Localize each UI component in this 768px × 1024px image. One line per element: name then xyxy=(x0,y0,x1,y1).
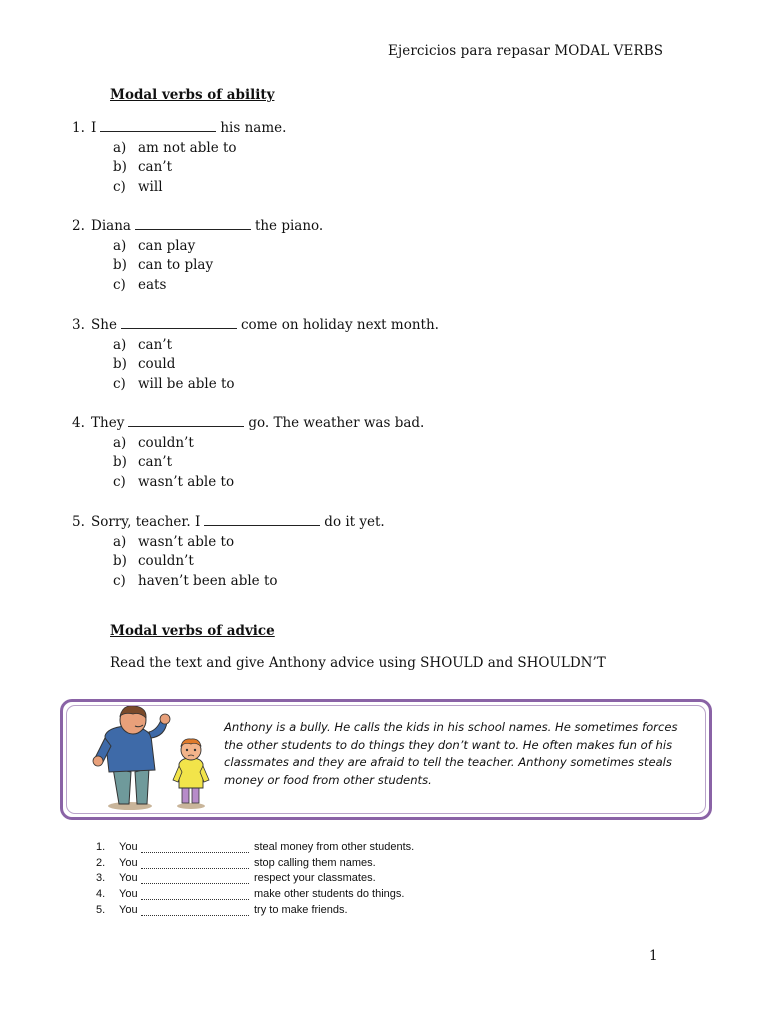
option-text: couldn’t xyxy=(138,553,194,569)
question-stem xyxy=(72,316,439,336)
advice-answer-blank[interactable] xyxy=(141,866,249,869)
question xyxy=(72,513,385,591)
advice-item-number: 5. xyxy=(96,903,106,916)
question-text-before: I xyxy=(91,120,97,136)
question-text-after: the piano. xyxy=(254,218,324,234)
answer-option[interactable] xyxy=(72,473,424,493)
question xyxy=(72,119,286,197)
question-text-before: They xyxy=(91,415,125,431)
option-text: will xyxy=(138,178,163,195)
option-text: can’t xyxy=(138,336,173,353)
option-letter: b) xyxy=(113,356,127,372)
option-text: wasn’t able to xyxy=(138,533,235,550)
option-letter: c) xyxy=(113,178,126,195)
question-number: 3. xyxy=(72,317,85,333)
page-number: 1 xyxy=(649,948,658,964)
answer-option[interactable] xyxy=(72,375,439,395)
advice-item-number: 3. xyxy=(96,872,106,885)
story-box xyxy=(60,699,712,820)
answer-option[interactable] xyxy=(72,178,286,198)
option-text: will be able to xyxy=(138,375,235,392)
question-stem xyxy=(72,217,323,237)
answer-option[interactable] xyxy=(72,572,385,592)
answer-blank[interactable] xyxy=(121,318,237,329)
question-text-before: Sorry, teacher. I xyxy=(91,514,201,530)
option-letter: b) xyxy=(113,553,127,569)
answer-option[interactable] xyxy=(72,139,286,159)
advice-item-number: 4. xyxy=(96,888,106,901)
answer-option[interactable] xyxy=(72,552,385,572)
answer-option[interactable] xyxy=(72,336,439,356)
option-letter: a) xyxy=(113,139,127,156)
bully-figure xyxy=(93,706,170,810)
advice-item-subject: You xyxy=(119,888,138,901)
question-number: 2. xyxy=(72,218,85,234)
question-number: 4. xyxy=(72,415,85,431)
option-letter: b) xyxy=(113,257,127,273)
answer-option[interactable] xyxy=(72,453,424,473)
answer-blank[interactable] xyxy=(204,515,320,526)
answer-option[interactable] xyxy=(72,256,323,276)
option-text: haven’t been able to xyxy=(138,572,278,589)
answer-option[interactable] xyxy=(72,237,323,257)
advice-item-subject: You xyxy=(119,903,138,916)
advice-item-text: steal money from other students. xyxy=(254,841,415,853)
answer-blank[interactable] xyxy=(100,121,216,132)
question xyxy=(72,414,424,492)
question-text-before: She xyxy=(91,317,117,333)
option-letter: a) xyxy=(113,533,127,550)
advice-answer-blank[interactable] xyxy=(141,897,249,900)
option-letter: a) xyxy=(113,237,127,254)
answer-blank[interactable] xyxy=(128,416,244,427)
section-title-ability: Modal verbs of ability xyxy=(110,87,275,103)
question-stem xyxy=(72,513,385,533)
question-number: 5. xyxy=(72,514,85,530)
option-text: wasn’t able to xyxy=(138,473,235,490)
question-stem xyxy=(72,414,424,434)
advice-answer-blank[interactable] xyxy=(141,881,249,884)
option-text: can play xyxy=(138,237,196,254)
advice-item-subject: You xyxy=(119,872,138,885)
advice-item-text: try to make friends. xyxy=(254,903,348,916)
advice-instruction: Read the text and give Anthony advice using SHOULD and SHOULDN’T xyxy=(110,655,606,671)
option-letter: b) xyxy=(113,454,127,470)
question-text-after: his name. xyxy=(220,120,287,136)
answer-option[interactable] xyxy=(72,355,439,375)
option-text: can’t xyxy=(138,454,173,470)
advice-item-number: 2. xyxy=(96,856,106,869)
answer-option[interactable] xyxy=(72,533,385,553)
option-letter: c) xyxy=(113,473,126,490)
option-text: could xyxy=(138,356,176,372)
advice-item-text: stop calling them names. xyxy=(254,856,376,869)
option-letter: c) xyxy=(113,375,126,392)
advice-item-text: respect your classmates. xyxy=(254,872,376,885)
advice-item-subject: You xyxy=(119,856,138,869)
story-text: Anthony is a bully. He calls the kids in his school names. He sometimes forces the other students to do things they don’t want to. He often makes fun of his classmates and they are afraid to tell the teacher. Anthony sometimes steals money or food from other students. xyxy=(224,720,678,787)
advice-item-text: make other students do things. xyxy=(254,888,405,901)
option-text: am not able to xyxy=(138,139,237,156)
answer-option[interactable] xyxy=(72,434,424,454)
question-number: 1. xyxy=(72,120,85,136)
advice-item-subject: You xyxy=(119,841,138,853)
advice-answer-blank[interactable] xyxy=(141,913,249,916)
question-text-before: Diana xyxy=(91,218,131,234)
bully-illustration xyxy=(85,706,235,812)
option-letter: c) xyxy=(113,276,126,293)
victim-figure xyxy=(173,739,209,809)
option-text: can’t xyxy=(138,159,173,175)
question xyxy=(72,316,439,394)
option-letter: a) xyxy=(113,434,127,451)
section-title-advice: Modal verbs of advice xyxy=(110,623,275,639)
answer-option[interactable] xyxy=(72,158,286,178)
advice-answer-blank[interactable] xyxy=(141,850,249,853)
option-text: couldn’t xyxy=(138,434,194,451)
advice-item-number: 1. xyxy=(96,841,106,853)
option-letter: a) xyxy=(113,336,127,353)
answer-option[interactable] xyxy=(72,276,323,296)
option-text: eats xyxy=(138,276,167,293)
question-text-after: go. The weather was bad. xyxy=(248,415,425,431)
question-stem xyxy=(72,119,286,139)
option-text: can to play xyxy=(138,257,214,273)
question-text-after: come on holiday next month. xyxy=(240,317,439,333)
option-letter: c) xyxy=(113,572,126,589)
question-text-after: do it yet. xyxy=(324,514,385,530)
question xyxy=(72,217,323,295)
option-letter: b) xyxy=(113,159,127,175)
answer-blank[interactable] xyxy=(135,219,251,230)
document-header: Ejercicios para repasar MODAL VERBS xyxy=(388,43,664,59)
